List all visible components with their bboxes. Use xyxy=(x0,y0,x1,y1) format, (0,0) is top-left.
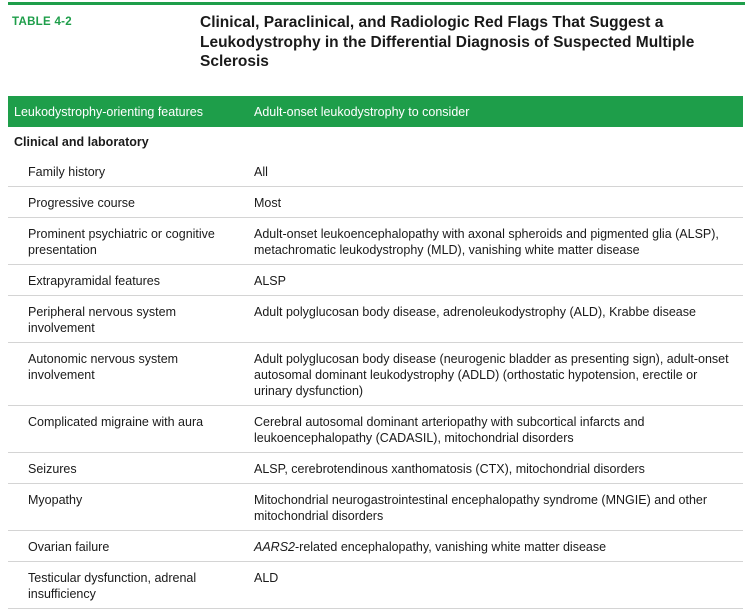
table-row xyxy=(8,187,743,218)
table-row xyxy=(8,531,743,562)
feature-cell: Prominent psychiatric or cognitive presentation xyxy=(8,218,248,265)
feature-cell: Autonomic nervous system involvement xyxy=(8,343,248,406)
table-row xyxy=(8,484,743,531)
disease-cell: ALD xyxy=(248,562,743,609)
disease-cell: Mitochondrial neurogastrointestinal encephalopathy syndrome (MNGIE) and other mitochondrial disorders xyxy=(248,484,743,531)
disease-cell: Most xyxy=(248,187,743,218)
table-row xyxy=(8,343,743,406)
disease-cell: ALSP xyxy=(248,265,743,296)
column-header-features: Leukodystrophy-orienting features xyxy=(8,96,248,127)
feature-cell: Extrapyramidal features xyxy=(8,265,248,296)
disease-cell: ALSP, cerebrotendinous xanthomatosis (CTX), mitochondrial disorders xyxy=(248,453,743,484)
table-row xyxy=(8,265,743,296)
table-row xyxy=(8,296,743,343)
table-row xyxy=(8,562,743,609)
red-flags-table xyxy=(8,96,743,609)
disease-cell: Adult polyglucosan body disease (neurogenic bladder as presenting sign), adult-onset autosomal dominant leukodystrophy (ADLD) (orthostatic hypotension, erectile or urinary dysfunction) xyxy=(248,343,743,406)
feature-cell: Testicular dysfunction, adrenal insufficiency xyxy=(8,562,248,609)
feature-cell: Seizures xyxy=(8,453,248,484)
column-header-leukodystrophy: Adult-onset leukodystrophy to consider xyxy=(248,96,743,127)
feature-cell: Progressive course xyxy=(8,187,248,218)
table-row xyxy=(8,156,743,187)
feature-cell: Peripheral nervous system involvement xyxy=(8,296,248,343)
disease-cell: Cerebral autosomal dominant arteriopathy with subcortical infarcts and leukoencephalopathy (CADASIL), mitochondrial disorders xyxy=(248,406,743,453)
section-label: Clinical and laboratory xyxy=(14,135,149,149)
top-rule xyxy=(8,2,745,5)
table-label: TABLE 4-2 xyxy=(12,16,72,28)
feature-cell: Complicated migraine with aura xyxy=(8,406,248,453)
table-row xyxy=(8,218,743,265)
gene-name: AARS2 xyxy=(254,540,295,554)
table-title: Clinical, Paraclinical, and Radiologic Red Flags That Suggest a Leukodystrophy in the Differential Diagnosis of Suspected Multiple Sclerosis xyxy=(200,14,695,70)
section-row xyxy=(8,127,743,156)
disease-cell: All xyxy=(248,156,743,187)
feature-cell: Myopathy xyxy=(8,484,248,531)
disease-text: -related encephalopathy, vanishing white matter disease xyxy=(295,540,607,554)
feature-cell: Ovarian failure xyxy=(8,531,248,562)
disease-cell: Adult-onset leukoencephalopathy with axonal spheroids and pigmented glia (ALSP), metachromatic leukodystrophy (MLD), vanishing white matter disease xyxy=(248,218,743,265)
feature-cell: Family history xyxy=(8,156,248,187)
table-row xyxy=(8,453,743,484)
disease-cell: Adult polyglucosan body disease, adrenoleukodystrophy (ALD), Krabbe disease xyxy=(248,296,743,343)
table-header-row xyxy=(8,96,743,127)
disease-cell xyxy=(248,531,743,562)
table-row xyxy=(8,406,743,453)
